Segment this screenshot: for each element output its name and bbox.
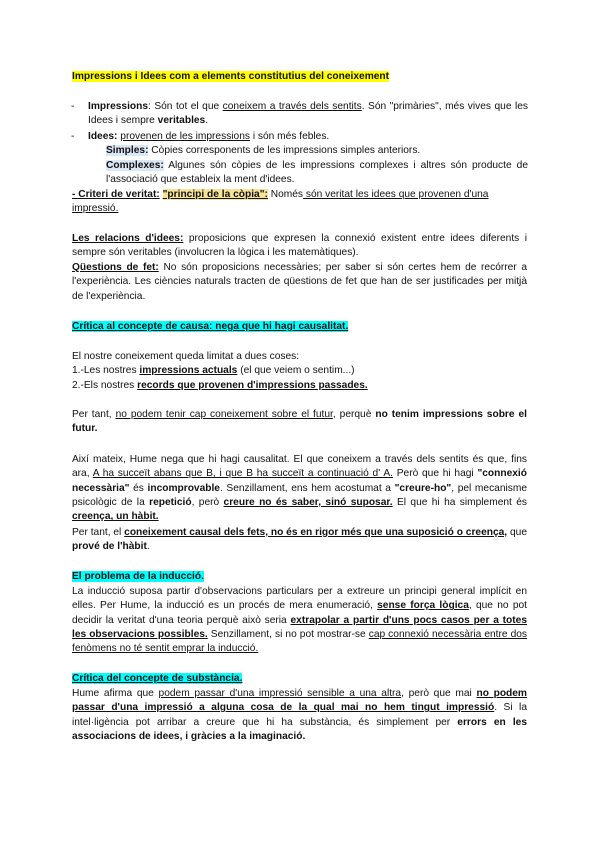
criteri-veritat: - Criteri de veritat: "principi de la còpia": Només són veritat les idees que provenen d'una impressió. bbox=[72, 189, 489, 215]
list-dash: - bbox=[71, 131, 75, 142]
list-item-impressions: - Impressions: Són tot el que coneixem a través dels sentits. Són "primàries", més vives que les Idees i sempre veritables. bbox=[71, 101, 528, 127]
relacions-idees: Les relacions d'idees: proposicions que expresen la connexió existent entre idees diferents i sempre són veritables (involucren la lògica i les matemàtiques). bbox=[72, 233, 527, 259]
causa-item-1: 1.-Les nostres impressions actuals (el que veiem o sentim...) bbox=[72, 365, 355, 376]
sub-item-complexes: Complexes: Algunes són còpies de les impressions complexes i altres són producte de l'associació que estableix la ment d'idees. bbox=[106, 159, 528, 185]
sub-item-simples: Simples: Còpies corresponents de les impressions simples anteriors. bbox=[106, 145, 421, 157]
heading-causa: Crítica al concepte de causa: nega que hi hagi causalitat. bbox=[72, 321, 349, 332]
causa-conclusio: Per tant, el coneixement causal dels fets, no és en rigor més que una suposició o creença, que prové de l'hàbit. bbox=[72, 527, 527, 553]
list-dash: - bbox=[71, 101, 75, 112]
list-item-idees: - Idees: provenen de les impressions i són més febles. Simples: Còpies corresponents de les impressions simples anteriors. Complexes: Algunes són còpies de les impressions complexes i altres són producte de l'associació que estableix la ment d'idees. bbox=[88, 130, 528, 187]
causa-item-2: 2.-Els nostres records que provenen d'impressions passades. bbox=[72, 380, 368, 391]
heading-substancia: Crítica del concepte de substància. bbox=[72, 673, 243, 684]
heading-induccio: El problema de la inducció. bbox=[72, 571, 204, 582]
page-title: Impressions i Idees com a elements constitutius del coneixement bbox=[72, 71, 390, 82]
causa-hume: Així mateix, Hume nega que hi hagi causalitat. El que coneixem a través dels sentits és que, fins ara, A ha succeït abans que B, i que B ha succeït a continuació d' A. Però que hi hagi "connexió necessària" és incomprovable. Senzillament, ens hem acostumat a "creure-ho", pel mecanisme psicològic de la repetició, però creure no és saber, sinó suposar. El que hi ha simplement és creença, un hàbit. bbox=[72, 454, 527, 523]
questions-fet: Qüestions de fet: No són proposicions necessàries; per saber si són certes hem de recórrer a l'experiència. Les ciències naturals tracten de qüestions de fet que han de ser justificades per mitjà de l'experiència. bbox=[72, 262, 527, 302]
substancia-text: Hume afirma que podem passar d'una impressió sensible a una altra, però que mai no podem passar d'una impressió a alguna cosa de la qual mai no hem tingut impressió. Si la intel·ligència pot arribar a creure que hi ha substància, és simplement per errors en les associacions de idees, i gràcies a la imaginació. bbox=[72, 688, 527, 742]
induccio-text: La inducció suposa partir d'observacions particulars per a extreure un principi general implícit en elles. Per Hume, la inducció es un procés de mera enumeració, sense força lògica, que no pot decidir la veritat d'una teoria perquè això seria extrapolar a partir d'uns pocs casos per a totes les observacions possibles. Senzillament, si no pot mostrar-se cap connexió necessària entre dos fenòmens no té sentit emprar la inducció. bbox=[72, 586, 528, 655]
causa-intro: El nostre coneixement queda limitat a dues coses: bbox=[72, 351, 300, 362]
causa-futur: Per tant, no podem tenir cap coneixement sobre el futur, perquè no tenim impressions sobre el futur. bbox=[72, 409, 527, 435]
